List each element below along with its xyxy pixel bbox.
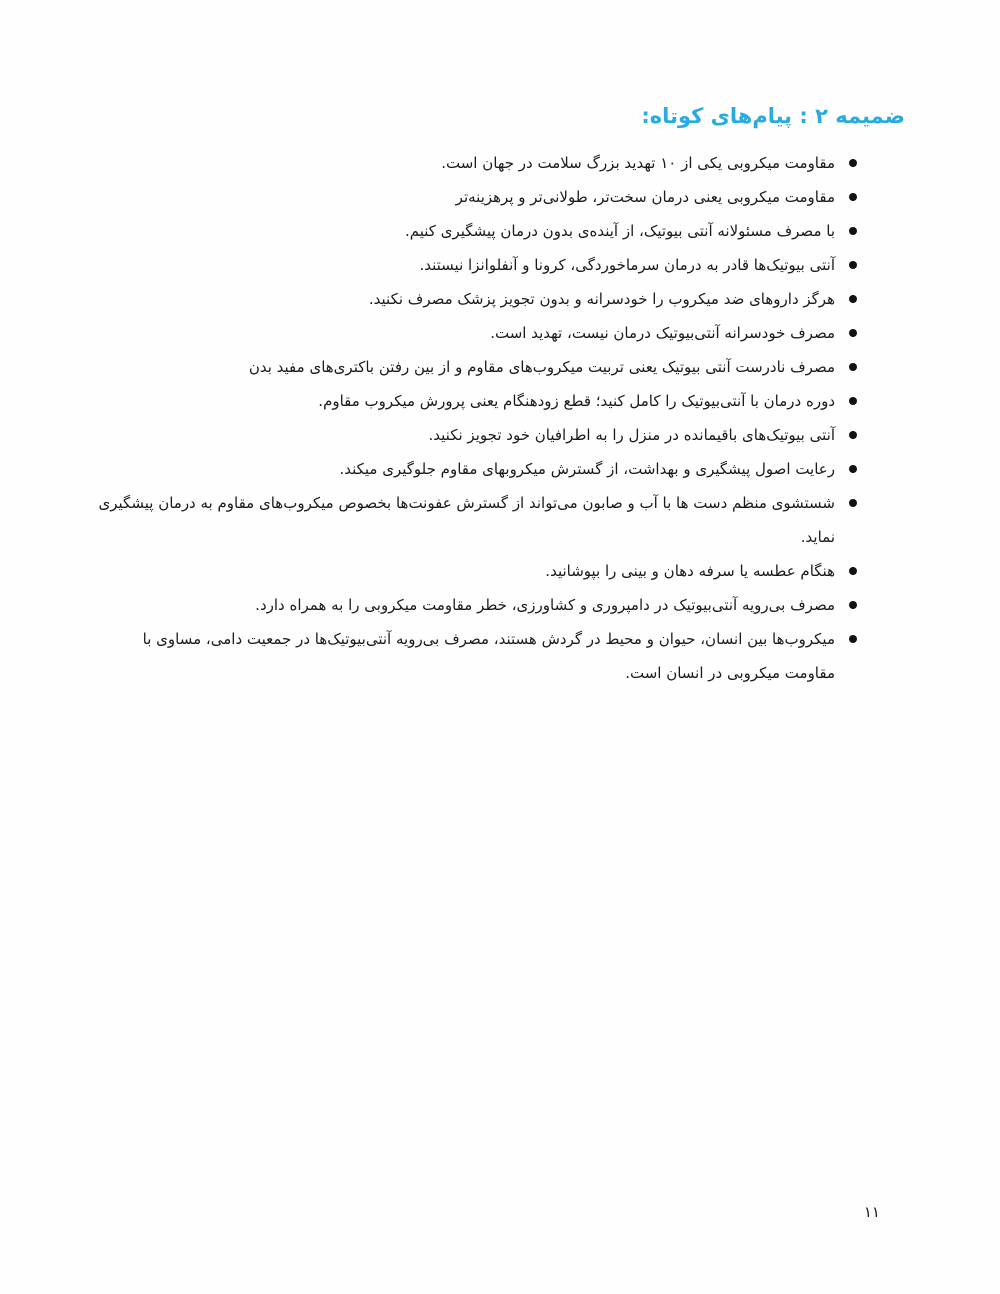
page-number: ۱۱ bbox=[863, 1203, 880, 1221]
list-item: مصرف بی‌رویه آنتی‌بیوتیک در دامپروری و کشاورزی، خطر مقاومت میکروبی را به همراه دارد. bbox=[95, 588, 905, 622]
list-item: هنگام عطسه یا سرفه دهان و بینی را بپوشانید. bbox=[95, 554, 905, 588]
list-item: میکروب‌ها بین انسان، حیوان و محیط در گردش هستند، مصرف بی‌رویه آنتی‌بیوتیک‌ها در جمعیت دامی، مساوی با مقاومت میکروبی در انسان است. bbox=[95, 622, 905, 690]
list-item: مقاومت میکروبی یعنی درمان سخت‌تر، طولانی‌تر و پرهزینه‌تر bbox=[95, 180, 905, 214]
list-item: رعایت اصول پیشگیری و بهداشت، از گسترش میکروبهای مقاوم جلوگیری میکند. bbox=[95, 452, 905, 486]
list-item: با مصرف مسئولانه آنتی بیوتیک، از آینده‌ی بدون درمان پیشگیری کنیم. bbox=[95, 214, 905, 248]
list-item: مصرف نادرست آنتی بیوتیک یعنی تربیت میکروب‌های مقاوم و از بین رفتن باکتری‌های مفید بدن bbox=[95, 350, 905, 384]
list-item: آنتی بیوتیک‌ها قادر به درمان سرماخوردگی، کرونا و آنفلوانزا نیستند. bbox=[95, 248, 905, 282]
list-item: مقاومت میکروبی یکی از ۱۰ تهدید بزرگ سلامت در جهان است. bbox=[95, 146, 905, 180]
list-item: هرگز داروهای ضد میکروب را خودسرانه و بدون تجویز پزشک مصرف نکنید. bbox=[95, 282, 905, 316]
list-item: شستشوی منظم دست ها با آب و صابون می‌تواند از گسترش عفونت‌ها بخصوص میکروب‌های مقاوم به درمان پیشگیری نماید. bbox=[95, 486, 905, 554]
section-heading: ضمیمه ۲ : پیام‌های کوتاه: bbox=[641, 104, 905, 128]
short-messages-list bbox=[95, 146, 905, 690]
list-item: دوره درمان با آنتی‌بیوتیک را کامل کنید؛ قطع زودهنگام یعنی پرورش میکروب مقاوم. bbox=[95, 384, 905, 418]
list-item: آنتی بیوتیک‌های باقیمانده در منزل را به اطرافیان خود تجویز نکنید. bbox=[95, 418, 905, 452]
list-item: مصرف خودسرانه آنتی‌بیوتیک درمان نیست، تهدید است. bbox=[95, 316, 905, 350]
